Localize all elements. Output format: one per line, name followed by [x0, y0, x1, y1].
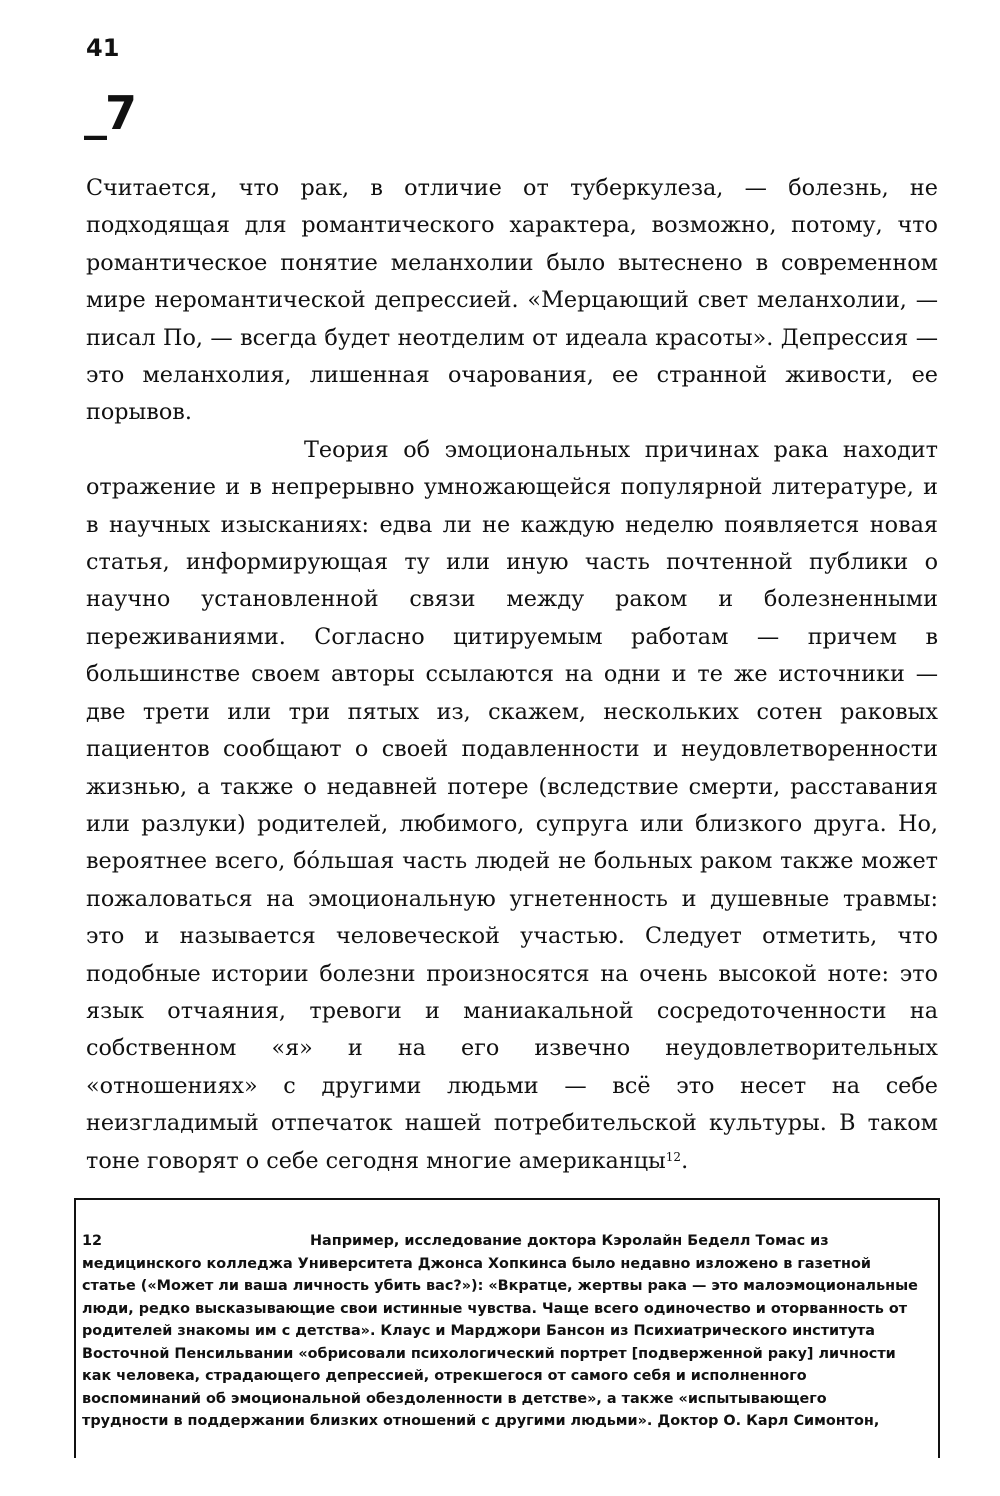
body-text: [86, 170, 938, 1180]
page-number: 41: [86, 34, 120, 62]
footnote-text: [82, 1230, 918, 1433]
footnote-content: Например, исследование доктора Кэролайн Беделл Томас из медицинского колледжа Университета Джонса Хопкинса было недавно изложено в газетной статье («Может ли ваша личность убить вас?»): «Вкратце, жертвы рака — это малоэмоциональные люди, редко высказывающие свои истинные чувства. Чаще всего одиночество и оторванность от родителей знакомы им с детства». Клаус и Марджори Бансон из Психиатрического института Восточной Пенсильвании «обрисовали психологический портрет [подверженной раку] личности как человека, страдающего депрессией, отрекшегося от самого себя и исполненного воспоминаний об эмоциональной обездоленности в детстве», а также «испытывающего трудности в поддержании близких отношений с другими людьми». Доктор О. Карл Симонтон,: [82, 1233, 918, 1429]
section-number: _7: [84, 86, 136, 140]
paragraph-2-text: Теория об эмоциональных причинах рака находит отражение и в непрерывно умножающейся популярной литературе, и в научных изысканиях: едва ли не каждую неделю появляется новая статья, информирующая ту или иную часть почтенной публики о научно установленной связи между раком и болезненными переживаниями. Согласно цитируемым работам — причем в большинстве своем авторы ссылаются на одни и те же источники — две трети или три пятых из, скажем, нескольких сотен раковых пациентов сообщают о своей подавленности и неудовлетворенности жизнью, а также о недавней потере (вследствие смерти, расставания или разлуки) родителей, любимого, супруга или близкого друга. Но, вероятнее всего, бóльшая часть людей не больных раком также может пожаловаться на эмоциональную угнетенность и душевные травмы: это и называется человеческой участью. Следует отметить, что подобные истории болезни произносятся на очень высокой ноте: это язык отчаяния, тревоги и маниакальной сосредоточенности на собственном «я» и на его извечно неудовлетворительных «отношениях» с другими людьми — всё это несет на себе неизгладимый отпечаток нашей потребительской культуры. В таком тоне говорят о себе сегодня многие американцы: [86, 436, 938, 1174]
footnote-reference[interactable]: 12: [665, 1149, 682, 1164]
paragraph-2-end: .: [681, 1147, 689, 1174]
paragraph-2: [86, 432, 938, 1180]
paragraph-1: Считается, что рак, в отличие от туберкулеза, — болезнь, не подходящая для романтического характера, возможно, потому, что романтическое понятие меланхолии было вытеснено в современном мире неромантической депрессией. «Мерцающий свет меланхолии, — писал По, — всегда будет неотделим от идеала красоты». Депрессия — это меланхолия, лишенная очарования, ее странной живости, ее порывов.: [86, 175, 938, 426]
footnote-number: 12: [82, 1233, 103, 1249]
footnote-box: [74, 1198, 940, 1458]
